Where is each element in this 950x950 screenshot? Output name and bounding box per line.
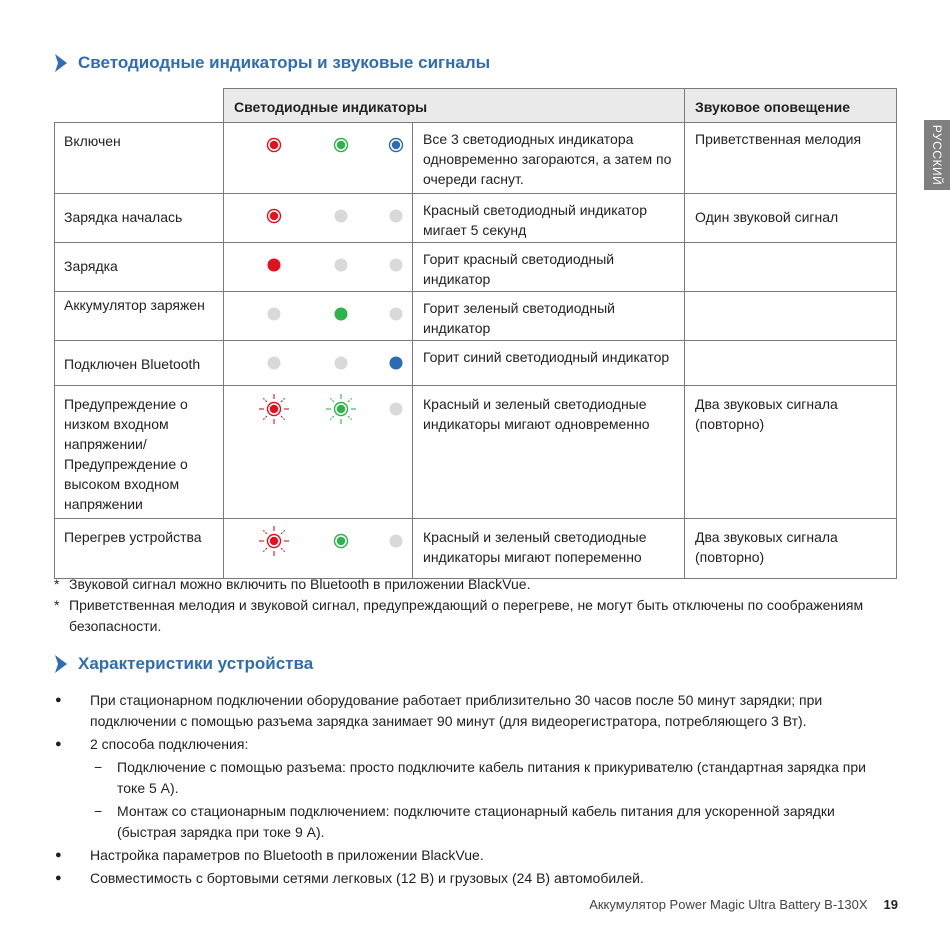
- led-off-icon: [256, 296, 292, 332]
- list-item: ● 2 способа подключения:: [54, 734, 894, 755]
- row-state: Включен: [55, 123, 224, 194]
- table-row: [55, 519, 897, 579]
- table-row: [55, 194, 897, 243]
- page-number: 19: [883, 897, 898, 912]
- row-description: Все 3 светодиодных индикатора одновременно загораются, а затем по очереди гаснут.: [413, 123, 685, 194]
- row-description: Красный светодиодный индикатор мигает 5 секунд: [413, 194, 685, 243]
- sub-list-item: − Монтаж со стационарным подключением: подключите стационарный кабель питания для ускоренной зарядки (быстрая зарядка при токе 9 А).: [94, 803, 835, 840]
- row-sound: Два звуковых сигнала (повторно): [685, 386, 897, 519]
- table-row: [55, 292, 897, 341]
- row-leds: [224, 341, 413, 386]
- row-state: Зарядка: [55, 243, 224, 292]
- row-leds: [224, 292, 413, 341]
- row-leds: [224, 194, 413, 243]
- led-table: [54, 88, 897, 579]
- bullet-icon: ●: [55, 872, 62, 884]
- section-heading-features: [52, 654, 313, 674]
- led-off-icon: [323, 345, 359, 381]
- row-sound: [685, 292, 897, 341]
- led-off-icon: [378, 296, 414, 332]
- red-led-blinking-icon: [256, 391, 292, 427]
- chevron-right-icon: [52, 654, 70, 674]
- bullet-icon: ●: [55, 849, 62, 861]
- header-leds: Светодиодные индикаторы: [224, 89, 685, 123]
- row-state: Перегрев устройства: [55, 519, 224, 579]
- page-footer: [589, 897, 898, 912]
- row-description: Красный и зеленый светодиодные индикаторы мигают попеременно: [413, 519, 685, 579]
- footnote: * Звуковой сигнал можно включить по Bluetooth в приложении BlackVue.: [54, 576, 531, 592]
- blue-led-ring-icon: [378, 127, 414, 163]
- table-row: [55, 123, 897, 194]
- row-leds: [224, 386, 413, 519]
- led-off-icon: [323, 247, 359, 283]
- row-state: Подключен Bluetooth: [55, 341, 224, 386]
- chevron-right-icon: [52, 53, 70, 73]
- row-sound: [685, 243, 897, 292]
- row-description: Горит синий светодиодный индикатор: [413, 341, 685, 386]
- header-blank-cell: [55, 89, 224, 123]
- green-led-ring-icon: [323, 523, 359, 559]
- row-state: Зарядка началась: [55, 194, 224, 243]
- bullet-icon: ●: [55, 738, 62, 750]
- row-state: Аккумулятор заряжен: [55, 292, 224, 341]
- row-description: Горит зеленый светодиодный индикатор: [413, 292, 685, 341]
- led-off-icon: [256, 345, 292, 381]
- blue-led-icon: [378, 345, 414, 381]
- row-leds: [224, 123, 413, 194]
- footnote: * Приветственная мелодия и звуковой сигнал, предупреждающий о перегреве, не могут быть отключены по соображениям безопасности.: [54, 597, 864, 634]
- language-tab: РУССКИЙ: [924, 120, 950, 190]
- section-title: Характеристики устройства: [78, 654, 314, 673]
- green-led-icon: [323, 296, 359, 332]
- led-off-icon: [378, 523, 414, 559]
- footnotes: [54, 574, 894, 637]
- row-sound: Один звуковой сигнал: [685, 194, 897, 243]
- row-description: Горит красный светодиодный индикатор: [413, 243, 685, 292]
- led-off-icon: [323, 198, 359, 234]
- table-row: [55, 386, 897, 519]
- row-leds: [224, 519, 413, 579]
- header-sound: Звуковое оповещение: [685, 89, 897, 123]
- row-leds: [224, 243, 413, 292]
- product-name: Аккумулятор Power Magic Ultra Battery B-130X: [589, 897, 868, 912]
- bullet-icon: ●: [55, 694, 62, 706]
- table-row: [55, 243, 897, 292]
- list-item: ● Совместимость с бортовыми сетями легковых (12 В) и грузовых (24 В) автомобилей.: [54, 868, 894, 889]
- table-header-row: [55, 89, 897, 123]
- red-led-blinking-icon: [256, 523, 292, 559]
- row-sound: Два звуковых сигнала (повторно): [685, 519, 897, 579]
- row-state: Предупреждение о низком входном напряжении/ Предупреждение о высоком входном напряжении: [55, 386, 224, 519]
- led-off-icon: [378, 198, 414, 234]
- table-row: [55, 341, 897, 386]
- led-off-icon: [378, 391, 414, 427]
- sub-list-item: − Подключение с помощью разъема: просто подключите кабель питания к прикуривателю (стандартная зарядка при токе 5 А).: [94, 759, 866, 796]
- red-led-ring-icon: [256, 198, 292, 234]
- row-sound: [685, 341, 897, 386]
- section-title: Светодиодные индикаторы и звуковые сигналы: [78, 53, 491, 72]
- green-led-blinking-icon: [323, 391, 359, 427]
- red-led-ring-icon: [256, 127, 292, 163]
- led-off-icon: [378, 247, 414, 283]
- green-led-ring-icon: [323, 127, 359, 163]
- row-sound: Приветственная мелодия: [685, 123, 897, 194]
- section-heading-leds: [52, 53, 490, 73]
- list-item: ● При стационарном подключении оборудование работает приблизительно 30 часов после 50 минут зарядки; при подключении с помощью разъема зарядка занимает 90 минут (для видеорегистратора, потребляющего 3 Вт).: [54, 690, 894, 732]
- row-description: Красный и зеленый светодиодные индикаторы мигают одновременно: [413, 386, 685, 519]
- list-item: ● Настройка параметров по Bluetooth в приложении BlackVue.: [54, 845, 894, 866]
- red-led-icon: [256, 247, 292, 283]
- feature-list: [54, 690, 894, 891]
